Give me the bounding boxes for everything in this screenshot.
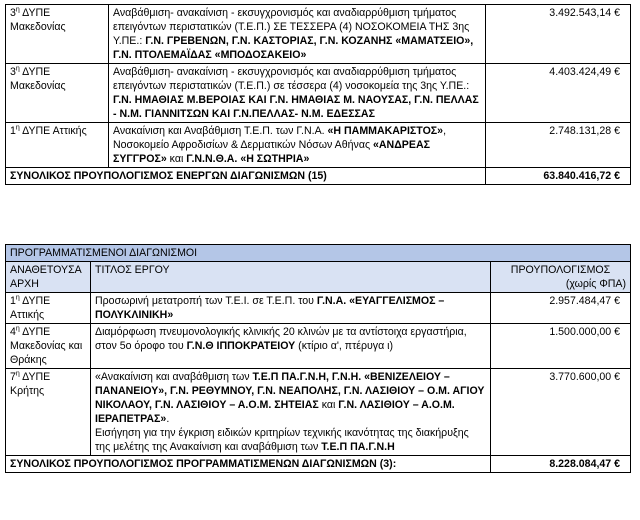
header-budget-note: (χωρίς ΦΠΑ)	[565, 278, 627, 290]
agency-number: 1	[10, 125, 16, 137]
budget-amount: 1.500.000,00 €	[491, 324, 631, 369]
project-title-cell	[109, 5, 486, 64]
title-segment: «Ανακαίνιση και αναβάθμιση των	[95, 371, 253, 383]
title-segment: και	[166, 153, 187, 165]
planned-tenders-body	[6, 293, 631, 456]
active-total-amount: 63.840.416,72 €	[486, 168, 631, 185]
budget-amount: 4.403.424,49 €	[486, 64, 631, 123]
agency-number: 1	[10, 295, 16, 307]
agency-number: 7	[10, 371, 16, 383]
table-row	[6, 293, 631, 324]
title-segment: Διαμόρφωση πνευμονολογικής κλινικής 20 κλινών με τα αντίστοιχα εργαστήρια, στον 5ο όροφο του	[95, 326, 467, 352]
agency-cell	[6, 123, 109, 168]
agency-name: ΔΥΠΕ Κρήτης	[10, 371, 51, 397]
title-segment: , Νοσοκομείο Αφροδισίων & Δερματικών Νόσων Αθήνας	[113, 125, 447, 151]
agency-cell	[6, 369, 91, 456]
title-segment: (κτίριο α', πτέρυγα ι)	[295, 340, 394, 352]
title-segment: Ανακαίνιση και Αναβάθμιση Τ.Ε.Π. των Γ.Ν.Α.	[113, 125, 328, 137]
table-row	[6, 64, 631, 123]
table-row	[6, 123, 631, 168]
title-segment: Γ.Ν. ΛΑΣΙΘΙΟΥ – Α.Ο.Μ. ΙΕΡΑΠΕΤΡΑΣ»	[95, 399, 455, 425]
header-budget-label: ΠΡΟΥΠΟΛΟΓΙΣΜΟΣ	[510, 264, 611, 276]
planned-total-label: ΣΥΝΟΛΙΚΟΣ ΠΡΟΥΠΟΛΟΓΙΣΜΟΣ ΠΡΟΓΡΑΜΜΑΤΙΣΜΕΝΩΝ ΔΙΑΓΩΝΙΣΜΩΝ (3):	[6, 456, 491, 473]
agency-ordinal: η	[15, 124, 20, 132]
agency-cell	[6, 293, 91, 324]
agency-ordinal: η	[15, 6, 20, 14]
active-tenders-table	[5, 4, 631, 185]
agency-name: ΔΥΠΕ Αττικής	[10, 295, 51, 321]
table-row	[6, 369, 631, 456]
title-segment: «Η ΠΑΜΜΑΚΑΡΙΣΤΟΣ»	[327, 125, 444, 137]
title-segment: Γ.Ν.Ν.Θ.Α. «Η ΣΩΤΗΡΙΑ»	[186, 153, 310, 165]
title-segment: Τ.Ε.Π ΠΑ.Γ.Ν.Η	[321, 441, 395, 453]
agency-ordinal: η	[15, 294, 20, 302]
budget-amount: 3.492.543,14 €	[486, 5, 631, 64]
budget-amount: 3.770.600,00 €	[491, 369, 631, 456]
title-segment: Γ.Ν.Α. «ΕΥΑΓΓΕΛΙΣΜΟΣ – ΠΟΛΥΚΛΙΝΙΚΗ»	[95, 295, 445, 321]
title-segment: Αναβάθμιση- ανακαίνιση - εκσυγχρονισμός και αναδιαρρύθμιση τμήματος επειγόντων περιστατικών (Τ.Ε.Π.) ΣΕ ΤΕΣΣΕΡΑ (4) ΝΟΣΟΚΟΜΕΙΑ ΤΗΣ 3ης Υ.ΠΕ.:	[113, 7, 470, 47]
agency-cell	[6, 5, 109, 64]
title-segment: Αναβάθμιση- ανακαίνιση - εκσυγχρονισμός και αναδιαρρύθμιση τμήματος επειγόντων περιστατικών (Τ.Ε.Π.) σε τέσσερα (4) νοσοκομεία της 3ης Υ.ΠΕ.:	[113, 66, 470, 92]
agency-name: ΔΥΠΕ Μακεδονίας	[10, 66, 66, 92]
agency-number: 3	[10, 66, 16, 78]
planned-section-title: ΠΡΟΓΡΑΜΜΑΤΙΣΜΕΝΟΙ ΔΙΑΓΩΝΙΣΜΟΙ	[6, 245, 631, 262]
budget-amount: 2.748.131,28 €	[486, 123, 631, 168]
agency-ordinal: η	[15, 325, 20, 333]
title-segment: Γ.Ν.Θ ΙΠΠΟΚΡΑΤΕΙΟΥ	[186, 340, 296, 352]
agency-cell	[6, 324, 91, 369]
title-segment: Γ.Ν. ΓΡΕΒΕΝΩΝ, Γ.Ν. ΚΑΣΤΟΡΙΑΣ, Γ.Ν. ΚΟΖΑΝΗΣ «ΜΑΜΑΤΣΕΙΟ», Γ.Ν. ΠΤΟΛΕΜΑΪΔΑΣ «ΜΠΟΔΟΣΑΚΕΙΟ»	[113, 35, 474, 61]
budget-amount: 2.957.484,47 €	[491, 293, 631, 324]
project-title-cell	[91, 293, 491, 324]
active-tenders-body	[6, 5, 631, 168]
agency-number: 3	[10, 7, 16, 19]
project-title-cell	[91, 324, 491, 369]
header-agency: ΑΝΑΘΕΤΟΥΣΑ ΑΡΧΗ	[6, 262, 91, 293]
planned-tenders-table	[5, 244, 631, 473]
header-budget	[491, 262, 631, 293]
agency-name: ΔΥΠΕ Αττικής	[19, 125, 87, 137]
planned-total-row	[6, 456, 631, 473]
agency-name: ΔΥΠΕ Μακεδονίας	[10, 7, 66, 33]
active-total-label: ΣΥΝΟΛΙΚΟΣ ΠΡΟΥΠΟΛΟΓΙΣΜΟΣ ΕΝΕΡΓΩΝ ΔΙΑΓΩΝΙΣΜΩΝ (15)	[6, 168, 486, 185]
active-total-row	[6, 168, 631, 185]
agency-cell	[6, 64, 109, 123]
planned-section-row	[6, 245, 631, 262]
table-row	[6, 5, 631, 64]
planned-total-amount: 8.228.084,47 €	[491, 456, 631, 473]
agency-name: ΔΥΠΕ Μακεδονίας και Θράκης	[10, 326, 83, 366]
agency-number: 4	[10, 326, 16, 338]
title-segment: Τ.Ε.Π ΠΑ.Γ.Ν.Η, Γ.Ν.Η. «ΒΕΝΙΖΕΛΕΙΟΥ – ΠΑΝΑΝΕΙΟΥ», Γ.Ν. ΡΕΘΥΜΝΟΥ, Γ.Ν. ΝΕΑΠΟΛΗΣ, Γ.Ν. ΛΑΣΙΘΙΟΥ – Ο.Μ. ΑΓΙΟΥ ΝΙΚΟΛΑΟΥ, Γ.Ν. ΛΑΣΙΘΙΟΥ – Α.Ο.Μ. ΣΗΤΕΙΑΣ	[95, 371, 485, 411]
title-segment: «ΑΝΔΡΕΑΣ ΣΥΓΓΡΟΣ»	[113, 139, 430, 165]
agency-ordinal: η	[15, 65, 20, 73]
table-row	[6, 324, 631, 369]
agency-ordinal: η	[15, 370, 20, 378]
header-title: ΤΙΤΛΟΣ ΕΡΓΟΥ	[91, 262, 491, 293]
project-title-cell	[91, 369, 491, 456]
title-segment: . Εισήγηση για την έγκριση ειδικών κριτηρίων τεχνικής ικανότητας της διακήρυξης της μελέτης της Ανακαίνιση και αναβάθμιση των	[95, 413, 469, 453]
title-segment: Γ.Ν. ΗΜΑΘΙΑΣ Μ.ΒΕΡΟΙΑΣ ΚΑΙ Γ.Ν. ΗΜΑΘΙΑΣ Μ. ΝΑΟΥΣΑΣ, Γ.Ν. ΠΕΛΛΑΣ - Ν.Μ. ΓΙΑΝΝΙΤΣΩΝ ΚΑΙ Γ.Ν.ΠΕΛΛΑΣ- Ν.Μ. ΕΔΕΣΣΑΣ	[113, 94, 479, 120]
title-segment: Προσωρινή μετατροπή των Τ.Ε.Ι. σε Τ.Ε.Π. του	[95, 295, 317, 307]
title-segment: και	[318, 399, 339, 411]
planned-header-row	[6, 262, 631, 293]
project-title-cell	[109, 64, 486, 123]
project-title-cell	[109, 123, 486, 168]
